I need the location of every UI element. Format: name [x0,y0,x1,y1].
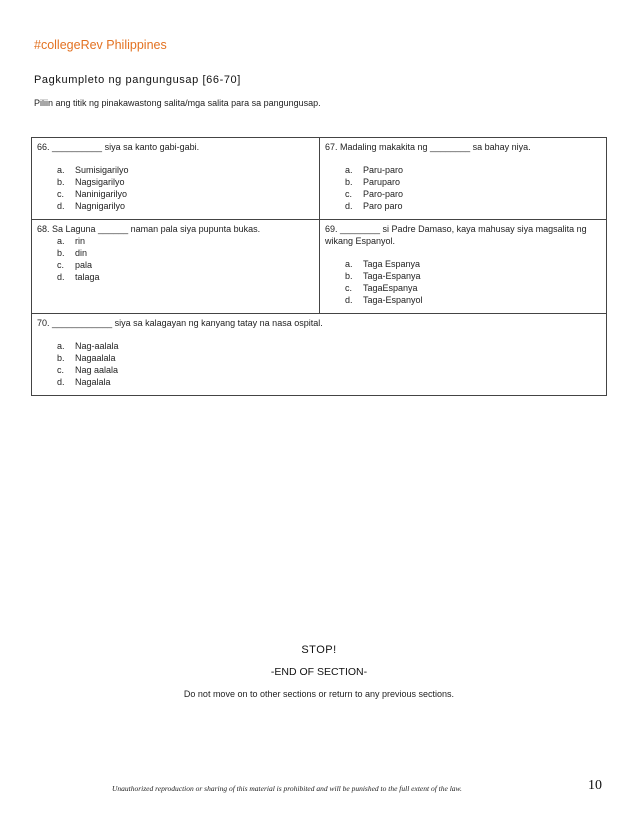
choice-letter: c. [57,260,65,270]
choice-text: Taga-Espanyol [363,295,423,305]
question-66 [32,138,320,220]
question-68 [32,220,320,314]
choice-text: pala [75,260,93,270]
choice-b[interactable] [325,270,601,282]
choice-letter: b. [57,353,65,363]
choice-c[interactable] [37,188,314,200]
choice-letter: d. [57,201,65,211]
choice-a[interactable] [325,258,601,270]
choice-letter: a. [345,259,353,269]
choice-d[interactable] [325,200,601,212]
choice-text: Paru-paro [363,165,404,175]
choice-list [325,164,601,212]
choice-letter: c. [345,189,353,199]
choice-c[interactable] [325,188,601,200]
choice-b[interactable] [325,176,601,188]
choice-letter: b. [57,248,65,258]
choice-text: Nagsigarilyo [75,177,125,187]
section-notice: Do not move on to other sections or return to any previous sections. [183,689,455,699]
choice-text: Nagaalala [75,353,116,363]
choice-text: Paro paro [363,201,403,211]
choice-d[interactable] [37,200,314,212]
table-row [32,314,607,396]
choice-list [37,235,314,283]
question-text: 68. Sa Laguna ______ naman pala siya pupunta bukas. [37,224,261,234]
choice-letter: d. [345,201,353,211]
choice-letter: b. [345,177,353,187]
choice-list [325,258,601,306]
choice-letter: c. [57,365,65,375]
choice-c[interactable] [325,282,601,294]
question-69 [320,220,607,314]
choice-letter: a. [345,165,353,175]
page-number: 10 [588,778,602,793]
choice-list [37,340,601,388]
choice-text: din [75,248,88,258]
choice-text: Nag aalala [75,365,119,375]
choice-b[interactable] [37,352,601,364]
question-text: 69. ________ si Padre Damaso, kaya mahusay siya magsalita ng wikang Espanyol. [325,224,587,246]
choice-text: Paruparo [363,177,401,187]
choice-letter: a. [57,165,65,175]
choice-d[interactable] [37,376,601,388]
choice-d[interactable] [325,294,601,306]
choice-text: Nag-aalala [75,341,119,351]
choice-letter: a. [57,236,65,246]
choice-text: TagaEspanya [363,283,418,293]
stop-heading: STOP! [301,644,337,656]
choice-a[interactable] [37,164,314,176]
choice-c[interactable] [37,364,601,376]
choice-letter: d. [57,377,65,387]
footer-disclaimer: Unauthorized reproduction or sharing of this material is prohibited and will be punished to the full extent of the law. [112,784,462,793]
choice-text: Taga-Espanya [363,271,421,281]
end-of-section: -END OF SECTION- [270,666,368,678]
choice-text: rin [75,236,86,246]
choice-text: Taga Espanya [363,259,421,269]
section-instructions: Piliin ang titik ng pinakawastong salita/mga salita para sa pangungusap. [34,98,321,108]
choice-letter: c. [345,283,353,293]
choice-a[interactable] [37,340,601,352]
choice-letter: a. [57,341,65,351]
choice-letter: d. [345,295,353,305]
choice-text: Nagnigarilyo [75,201,126,211]
choice-text: Nagalala [75,377,111,387]
choice-letter: b. [57,177,65,187]
question-67 [320,138,607,220]
table-row [32,138,607,220]
question-text: 70. ____________ siya sa kalagayan ng kanyang tatay na nasa ospital. [37,318,323,328]
brand-header: #collegeRev Philippines [34,38,167,52]
choice-list [37,164,314,212]
section-title: Pagkumpleto ng pangungusap [66-70] [34,74,241,86]
question-70 [32,314,607,396]
choice-letter: b. [345,271,353,281]
choice-text: Paro-paro [363,189,404,199]
choice-a[interactable] [37,235,314,247]
choice-text: Naninigarilyo [75,189,128,199]
choice-a[interactable] [325,164,601,176]
questions-table [31,137,607,396]
choice-d[interactable] [37,271,314,283]
question-text: 67. Madaling makakita ng ________ sa bahay niya. [325,142,531,152]
choice-b[interactable] [37,176,314,188]
choice-letter: c. [57,189,65,199]
choice-letter: d. [57,272,65,282]
choice-c[interactable] [37,259,314,271]
question-text: 66. __________ siya sa kanto gabi-gabi. [37,142,200,152]
table-row [32,220,607,314]
choice-b[interactable] [37,247,314,259]
choice-text: talaga [75,272,100,282]
choice-text: Sumisigarilyo [75,165,129,175]
